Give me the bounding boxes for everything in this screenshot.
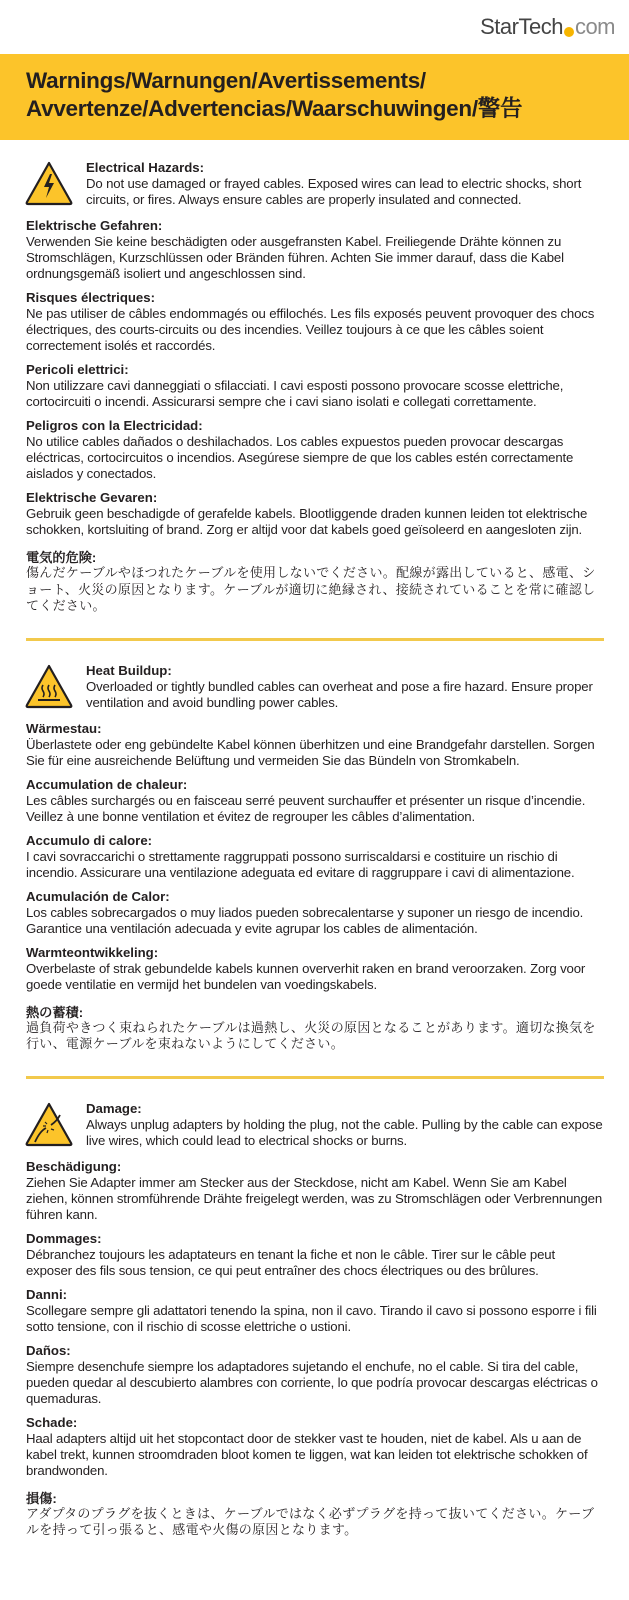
block-fr — [26, 290, 604, 354]
block-es — [26, 418, 604, 482]
banner-title-line-1: Warnings/Warnungen/Avertissements/ — [26, 68, 426, 93]
block-title: Wärmestau: — [26, 720, 102, 736]
logo-suffix: com — [574, 14, 615, 39]
block-title: Accumulo di calore: — [26, 832, 153, 848]
block-fr — [26, 777, 604, 825]
block-ja — [26, 1005, 604, 1054]
logo-dot-icon — [564, 27, 574, 37]
block-text: Gebruik geen beschadigde of gerafelde kabels. Blootliggende draden kunnen leiden tot elektrische schokken, kortsluiting of brand. Zorg er altijd voor dat kabels goed geïsoleerd en aangesloten zijn. — [26, 506, 588, 537]
block-title: Schade: — [26, 1414, 78, 1430]
section-heat-buildup — [26, 663, 604, 1054]
block-title: Risques électriques: — [26, 290, 155, 305]
block-de — [26, 218, 604, 282]
block-text: 傷んだケーブルやほつれたケーブルを使用しないでください。配線が露出していると、感電、ショート、火災の原因となります。ケーブルが適切に絶縁され、接続されていることを常に確認してください。 — [26, 566, 596, 614]
block-title: 熱の蓄積: — [26, 1004, 84, 1020]
block-ja — [26, 550, 604, 616]
startech-logo — [480, 14, 615, 40]
block-text: Los cables sobrecargados o muy liados pueden sobrecalentarse y suponer un riesgo de incendio. Garantice una ventilación adecuada y evite agrupar los cables de alimentación. — [26, 904, 584, 936]
block-title: 電気的危険: — [26, 550, 97, 565]
logo-main: StarTech — [480, 14, 563, 39]
warning-sections — [26, 160, 604, 1548]
block-nl — [26, 945, 604, 993]
block-text: 過負荷やきつく束ねられたケーブルは過熱し、火災の原因となることがあります。適切な換気を行い、電源ケーブルを束ねないようにしてください。 — [26, 1020, 596, 1052]
block-es — [26, 889, 604, 937]
block-text: アダプタのプラグを抜くときは、ケーブルではなく必ずプラグを持って抜いてください。ケーブルを持って引っ張ると、感電や火傷の原因となります。 — [26, 1506, 595, 1538]
block-title: Daños: — [26, 1342, 71, 1358]
block-text: Overloaded or tightly bundled cables can overheat and pose a fire hazard. Ensure proper ventilation and avoid bundling power cables. — [86, 678, 593, 710]
block-text: Non utilizzare cavi danneggiati o sfilacciati. I cavi esposti possono provocare scosse elettriche, cortocircuiti o incendi. Assicurarsi sempre che i cavi siano isolati e collegati correttamente. — [26, 378, 564, 409]
block-title: Warmteontwikkeling: — [26, 944, 159, 960]
banner-title-line-2: Avvertenze/Advertencias/Waarschuwingen/警告 — [26, 96, 523, 121]
cable-damage-icon — [24, 1101, 74, 1147]
block-it — [26, 362, 604, 410]
electrical-hazard-icon — [24, 160, 74, 206]
block-text: Verwenden Sie keine beschädigten oder ausgefransten Kabel. Freiliegende Drähte können zu Stromschlägen, Kurzschlüssen oder Bränden führen. Achten Sie immer darauf, dass die Kabel ordnungsgemäß isoliert und angeschlossen sind. — [26, 234, 564, 281]
block-title: Accumulation de chaleur: — [26, 776, 188, 792]
block-text: Überlastete oder eng gebündelte Kabel können überhitzen und eine Brandgefahr darstellen. Sorgen Sie für eine ausreichende Belüftung und vermeiden Sie das Bündeln von Stromkabeln. — [26, 736, 595, 768]
block-text: Siempre desenchufe siempre los adaptadores sujetando el enchufe, no el cable. Si tira del cable, pueden quedar al descubierto alambres con corriente, lo que podría provocar descargas eléctricas o quemaduras. — [26, 1358, 598, 1406]
block-text: Haal adapters altijd uit het stopcontact door de stekker vast te houden, niet de kabel. Als u aan de kabel trekt, kunnen stroomdraden bloot komen te liggen, wat kan leiden tot elektrische schokken of brandwonden. — [26, 1430, 588, 1478]
block-title: Damage: — [86, 1100, 142, 1116]
block-text: Do not use damaged or frayed cables. Exposed wires can lead to electric shocks, short circuits, or fires. Always ensure cables are properly insulated and connected. — [86, 176, 582, 207]
block-text: Overbelaste of strak gebundelde kabels kunnen oververhit raken en brand veroorzaken. Zorg voor goede ventilatie en vermijd het bundelen van voedingskabels. — [26, 960, 586, 992]
block-text: Les câbles surchargés ou en faisceau serré peuvent surchauffer et présenter un risque d’incendie. Veillez à une bonne ventilation et évitez de regrouper les câbles d’alimentation. — [26, 792, 586, 824]
section-divider — [26, 638, 604, 641]
block-it — [26, 1287, 604, 1335]
block-fr — [26, 1231, 604, 1279]
block-it — [26, 833, 604, 881]
block-text: Débranchez toujours les adaptateurs en tenant la fiche et non le câble. Tirer sur le câble peut exposer des fils sous tension, ce qui peut entraîner des chocs électriques ou des brûlures. — [26, 1246, 555, 1278]
block-es — [26, 1343, 604, 1407]
block-text: No utilice cables dañados o deshilachados. Los cables expuestos pueden provocar descargas eléctricas, cortocircuitos o incendios. Asegúrese siempre de que los cables estén correctamente aislados y conectados. — [26, 434, 574, 481]
block-text: I cavi sovraccarichi o strettamente raggruppati possono surriscaldarsi e costituire un rischio di incendio. Assicurare una ventilazione adeguata ed evitare di raggruppare i cavi di alimentazione. — [26, 848, 575, 880]
block-title: Elektrische Gevaren: — [26, 490, 158, 505]
block-title: Electrical Hazards: — [86, 160, 205, 175]
block-title: 損傷: — [26, 1490, 57, 1506]
block-text: Ziehen Sie Adapter immer am Stecker aus der Steckdose, nicht am Kabel. Wenn Sie am Kabel ziehen, können stromführende Drähte freigelegt werden, was zu Stromschlägen oder Verbrennungen führen kann. — [26, 1174, 603, 1222]
block-title: Danni: — [26, 1286, 68, 1302]
lead-block — [26, 663, 604, 713]
block-nl — [26, 1415, 604, 1479]
block-title: Acumulación de Calor: — [26, 888, 170, 904]
section-divider — [26, 1076, 604, 1079]
warnings-banner — [0, 54, 629, 140]
block-title: Peligros con la Electricidad: — [26, 418, 203, 433]
block-ja — [26, 1491, 604, 1540]
block-de — [26, 721, 604, 769]
section-electrical-hazards — [26, 160, 604, 616]
block-title: Elektrische Gefahren: — [26, 218, 163, 233]
block-title: Heat Buildup: — [86, 662, 172, 678]
block-title: Pericoli elettrici: — [26, 362, 129, 377]
lead-block — [26, 1101, 604, 1151]
section-damage — [26, 1101, 604, 1540]
block-text: Ne pas utiliser de câbles endommagés ou effilochés. Les fils exposés peuvent provoquer des chocs électriques, des courts-circuits ou des incendies. Veillez toujours à ce que les câbles soient correctement isolés et raccordés. — [26, 306, 595, 353]
lead-block — [26, 160, 604, 210]
hot-surface-icon — [24, 663, 74, 709]
block-de — [26, 1159, 604, 1223]
block-text: Always unplug adapters by holding the plug, not the cable. Pulling by the cable can expose live wires, which could lead to electrical shocks or burns. — [86, 1116, 603, 1148]
block-title: Dommages: — [26, 1230, 102, 1246]
block-text: Scollegare sempre gli adattatori tenendo la spina, non il cavo. Tirando il cavo si possono esporre i fili sotto tensione, con il rischio di scosse elettriche o ustioni. — [26, 1302, 597, 1334]
block-title: Beschädigung: — [26, 1158, 122, 1174]
block-nl — [26, 490, 604, 538]
